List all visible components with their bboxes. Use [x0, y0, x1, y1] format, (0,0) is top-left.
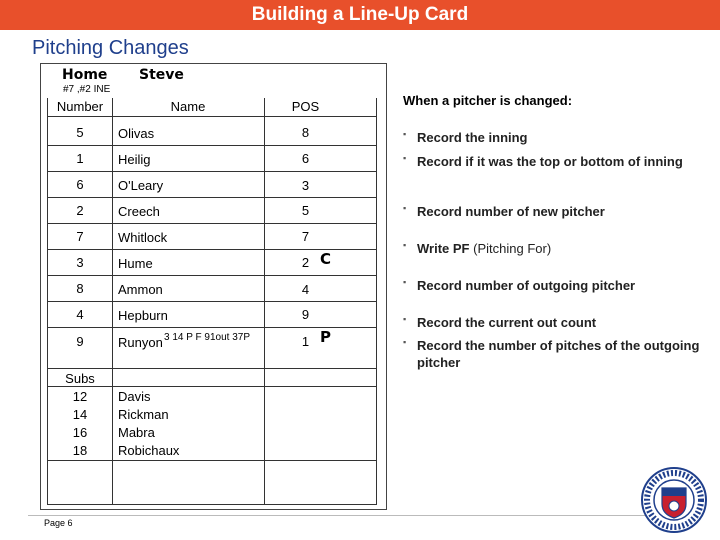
instruction-item — [403, 240, 703, 257]
player-position: 9 — [301, 307, 310, 322]
player-name: Hume — [118, 256, 153, 271]
player-number: 7 — [76, 229, 84, 244]
pitching-for-note: (Pitching For) — [473, 241, 552, 256]
slide-title: Building a Line-Up Card — [0, 0, 720, 30]
bullet-icon: ▪ — [403, 337, 407, 347]
section-title: Pitching Changes — [32, 37, 189, 59]
sub-name: Mabra — [118, 425, 155, 440]
bullet-icon: ▪ — [403, 314, 407, 324]
player-name: Hepburn — [118, 308, 168, 323]
sub-number: 14 — [72, 407, 88, 422]
player-number: 3 — [76, 255, 84, 270]
page-number: Page 6 — [44, 518, 73, 528]
player-position: 7 — [301, 229, 310, 244]
player-name: O'Leary — [118, 178, 164, 193]
sub-name: Rickman — [118, 407, 169, 422]
player-name: Runyon — [118, 335, 163, 350]
card-note: #7 ,#2 INE — [63, 84, 111, 95]
little-league-logo-icon — [640, 466, 708, 534]
player-number: 8 — [76, 281, 84, 296]
bullet-icon: ▪ — [403, 240, 407, 250]
player-position: 8 — [301, 125, 310, 140]
column-header-pos: POS — [291, 99, 320, 114]
row-divider — [48, 197, 376, 198]
row-divider — [48, 301, 376, 302]
row-divider — [48, 116, 376, 117]
pitcher-mark: P — [320, 328, 331, 346]
row-divider — [48, 460, 376, 461]
row-divider — [48, 368, 376, 369]
player-number: 2 — [76, 203, 84, 218]
instruction-item: ▪ Record number of outgoing pitcher — [403, 277, 636, 293]
instruction-item: ▪ Record the current out count — [403, 314, 597, 330]
home-label: Home — [62, 67, 108, 83]
manager-name: Steve — [139, 67, 184, 83]
row-divider — [48, 171, 376, 172]
write-pf-label: Write PF — [417, 241, 470, 256]
subs-label: Subs — [65, 371, 95, 386]
bullet-icon: ▪ — [403, 203, 407, 213]
player-number: 1 — [76, 151, 84, 166]
player-number: 9 — [76, 334, 84, 349]
player-number: 4 — [76, 307, 84, 322]
player-number: 5 — [76, 125, 84, 140]
row-divider — [48, 223, 376, 224]
sub-name: Robichaux — [118, 443, 180, 458]
player-number: 6 — [76, 177, 84, 192]
column-header-number: Number — [56, 99, 104, 114]
player-position: 2 — [301, 255, 310, 270]
pitch-change-note: 3 14 P F 91out 37P — [164, 332, 250, 343]
lineup-grid — [47, 98, 377, 505]
row-divider — [48, 145, 376, 146]
player-name: Creech — [118, 204, 160, 219]
lineup-card — [40, 63, 387, 510]
player-position: 3 — [301, 178, 310, 193]
bullet-icon: ▪ — [403, 277, 407, 287]
player-position: 1 — [301, 334, 310, 349]
bullet-icon: ▪ — [403, 129, 407, 139]
sub-number: 12 — [72, 389, 88, 404]
player-name: Whitlock — [118, 230, 168, 245]
sub-number: 16 — [72, 425, 88, 440]
row-divider — [48, 504, 376, 505]
player-name: Heilig — [118, 152, 151, 167]
row-divider — [48, 386, 376, 387]
instruction-item: ▪ Record number of new pitcher — [403, 203, 605, 219]
bullet-icon: ▪ — [403, 153, 407, 163]
instruction-item: ▪ Record the inning — [403, 129, 528, 145]
player-position: 5 — [301, 203, 310, 218]
row-divider — [48, 275, 376, 276]
instruction-intro: When a pitcher is changed: — [403, 93, 573, 108]
catcher-mark: C — [320, 250, 332, 268]
column-header-name: Name — [170, 99, 206, 114]
player-position: 4 — [301, 282, 310, 297]
sub-name: Davis — [118, 389, 151, 404]
instruction-item: ▪ Record the number of pitches of the outgoing pitcher — [403, 337, 700, 370]
player-position: 6 — [301, 151, 310, 166]
player-name: Olivas — [118, 126, 155, 141]
player-name: Ammon — [118, 282, 163, 297]
instruction-item: ▪ Record if it was the top or bottom of inning — [403, 153, 683, 169]
sub-number: 18 — [72, 443, 88, 458]
footer-divider — [28, 515, 700, 516]
